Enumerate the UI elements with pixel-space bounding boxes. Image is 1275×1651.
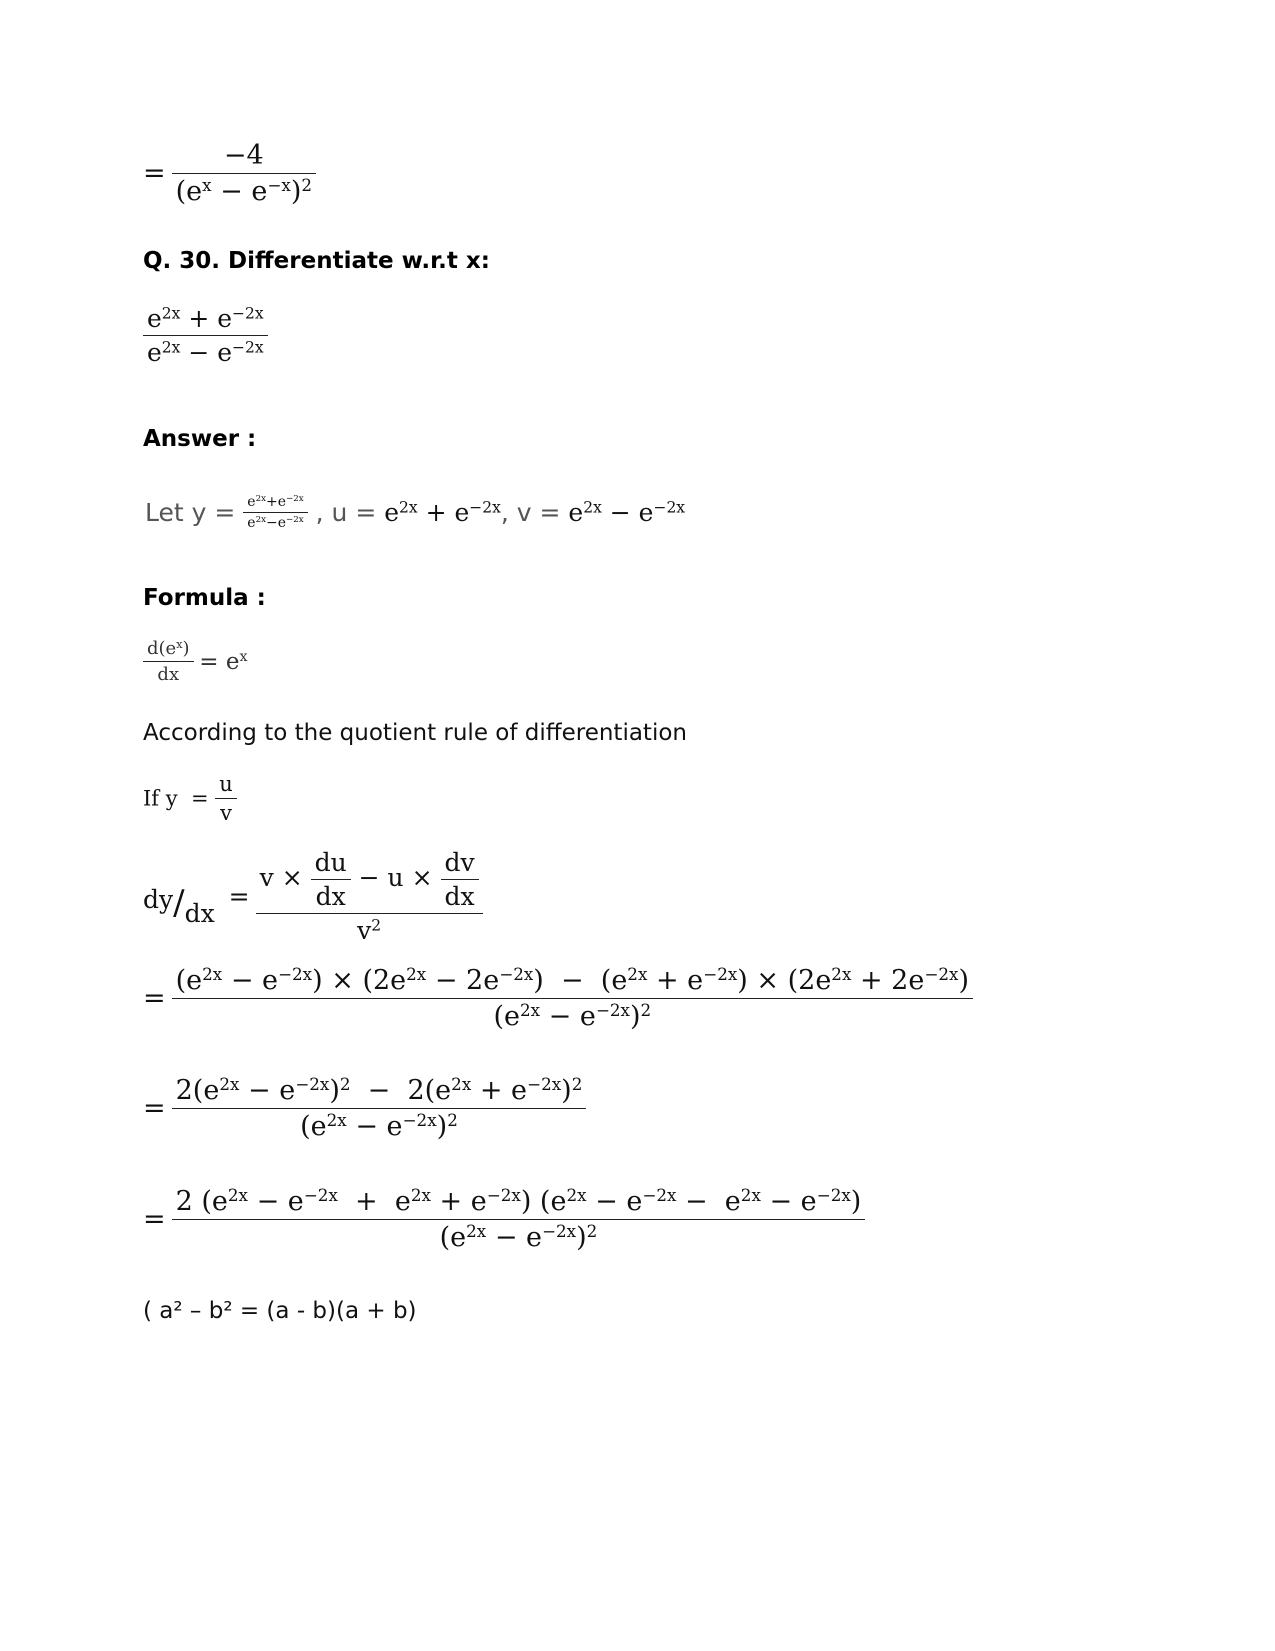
derivation-step-2: = $\frac{2(e^{2x} - e^{-2x})^2 - 2(e^{2x} + e^{-2x})^2}{(e^{2x} - e^{-2x})^2}$ <box>143 1075 586 1142</box>
quotient-rule-text: According to the quotient rule of differentiation <box>143 720 687 746</box>
if-y-line: If y = $\frac{u}{v}$ <box>143 772 237 825</box>
formula-heading: Formula : <box>143 585 266 611</box>
formula-expression: $\frac{d(e^x)}{dx}$ = $e^x$ <box>143 638 248 685</box>
let-definition-line: Let y = $\frac{e^{2x}+e^{-2x}}{e^{2x}-e^{-2x}}$ , $u = e^{2x} + e^{-2x}$, $v = e^{2x} - e^{-2x}$ <box>145 494 686 531</box>
quotient-rule-formula: dy/dx = v × $\frac{du}{dx}$ − u × $\frac{dv}{dx}$ $v^2$ <box>143 848 483 945</box>
top-result-equation: = $\frac{-4}{(e^x - e^{-x})^2}$ <box>143 140 316 207</box>
identity-note: ( a² – b² = (a - b)(a + b) <box>143 1298 417 1324</box>
question-heading: Q. 30. Differentiate w.r.t x: <box>143 248 490 274</box>
question-expression: $\frac{e^{2x} + e^{-2x}}{e^{2x} - e^{-2x}}$ <box>143 304 268 367</box>
answer-heading: Answer : <box>143 426 257 452</box>
derivation-step-1: = $(e^{2x} - e^{-2x}) \times (2e^{2x} - 2e^{-2x}) - (e^{2x} + e^{-2x}) \times (2e^{2x} + 2e^{-2x})$ $(e^{2x} - e^{-2x})^2$ <box>143 965 973 1032</box>
derivation-step-3: = $\frac{2 (e^{2x} - e^{-2x} + e^{2x} + e^{-2x}) (e^{2x} - e^{-2x} - e^{2x} - e^{-2x})}{(e^{2x} - e^{-2x})^2}$ <box>143 1186 865 1253</box>
